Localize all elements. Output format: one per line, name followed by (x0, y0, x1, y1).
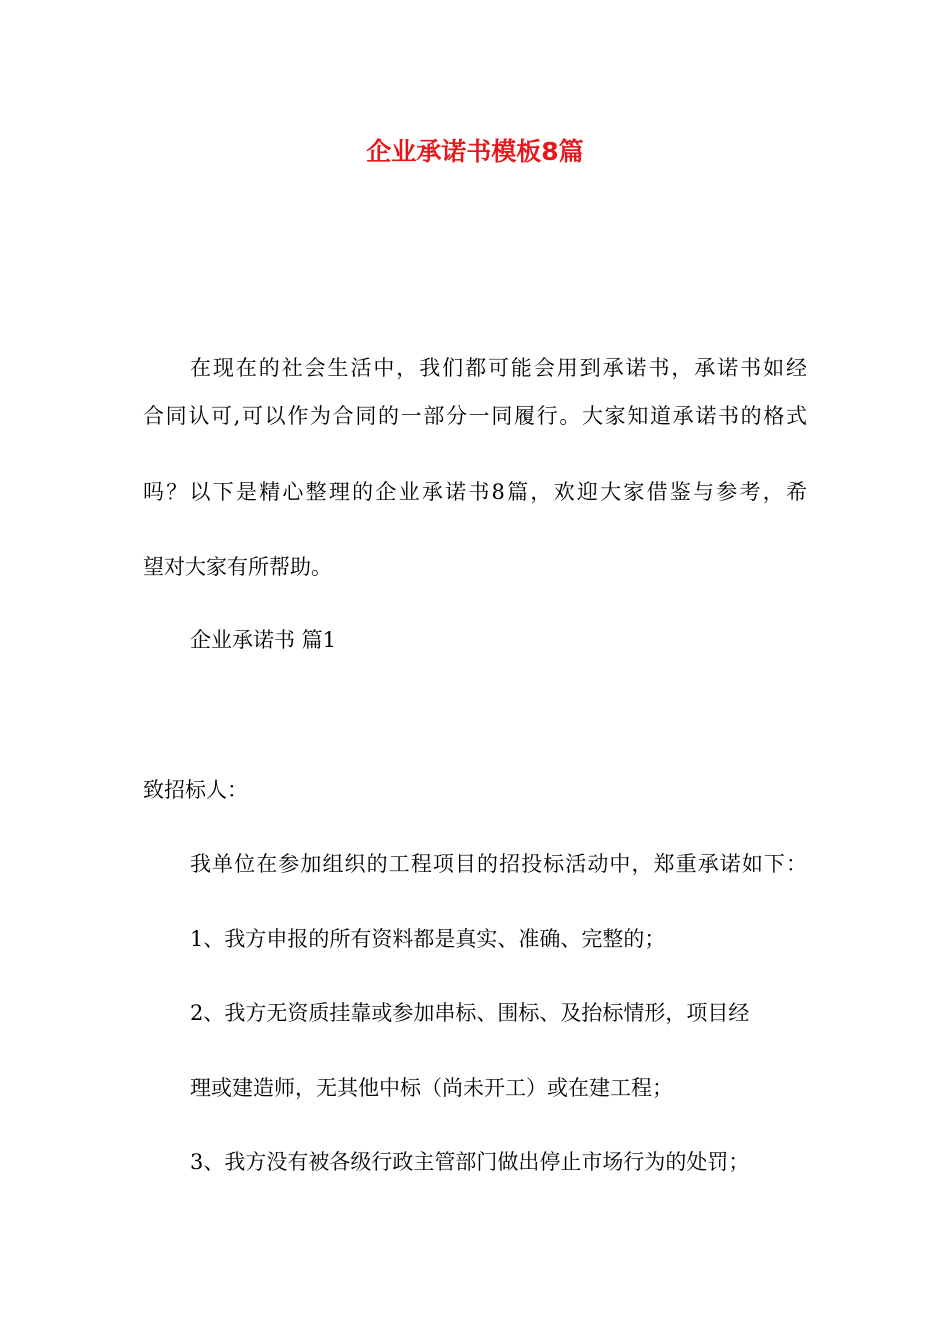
salutation: 致招标人： (143, 778, 248, 802)
intro-line-4: 望对大家有所帮助。 (143, 555, 332, 579)
body-line-3: 2、我方无资质挂靠或参加串标、围标、及抬标情形，项目经 (190, 1001, 750, 1025)
document-title: 企业承诺书模板8篇 (366, 137, 584, 166)
body-line-4: 理或建造师，无其他中标（尚未开工）或在建工程； (190, 1076, 673, 1100)
intro-line-2: 合同认可,可以作为合同的一部分一同履行。大家知道承诺书的格式 (143, 404, 807, 428)
body-line-5: 3、我方没有被各级行政主管部门做出停止市场行为的处罚； (190, 1150, 750, 1174)
body-line-2: 1、我方申报的所有资料都是真实、准确、完整的； (190, 927, 666, 951)
body-line-1: 我单位在参加组织的工程项目的招投标活动中，郑重承诺如下： (190, 852, 807, 876)
intro-line-3: 吗？以下是精心整理的企业承诺书8篇，欢迎大家借鉴与参考，希 (143, 480, 807, 504)
intro-line-1: 在现在的社会生活中，我们都可能会用到承诺书，承诺书如经 (190, 356, 807, 380)
section-heading: 企业承诺书 篇1 (190, 628, 337, 652)
